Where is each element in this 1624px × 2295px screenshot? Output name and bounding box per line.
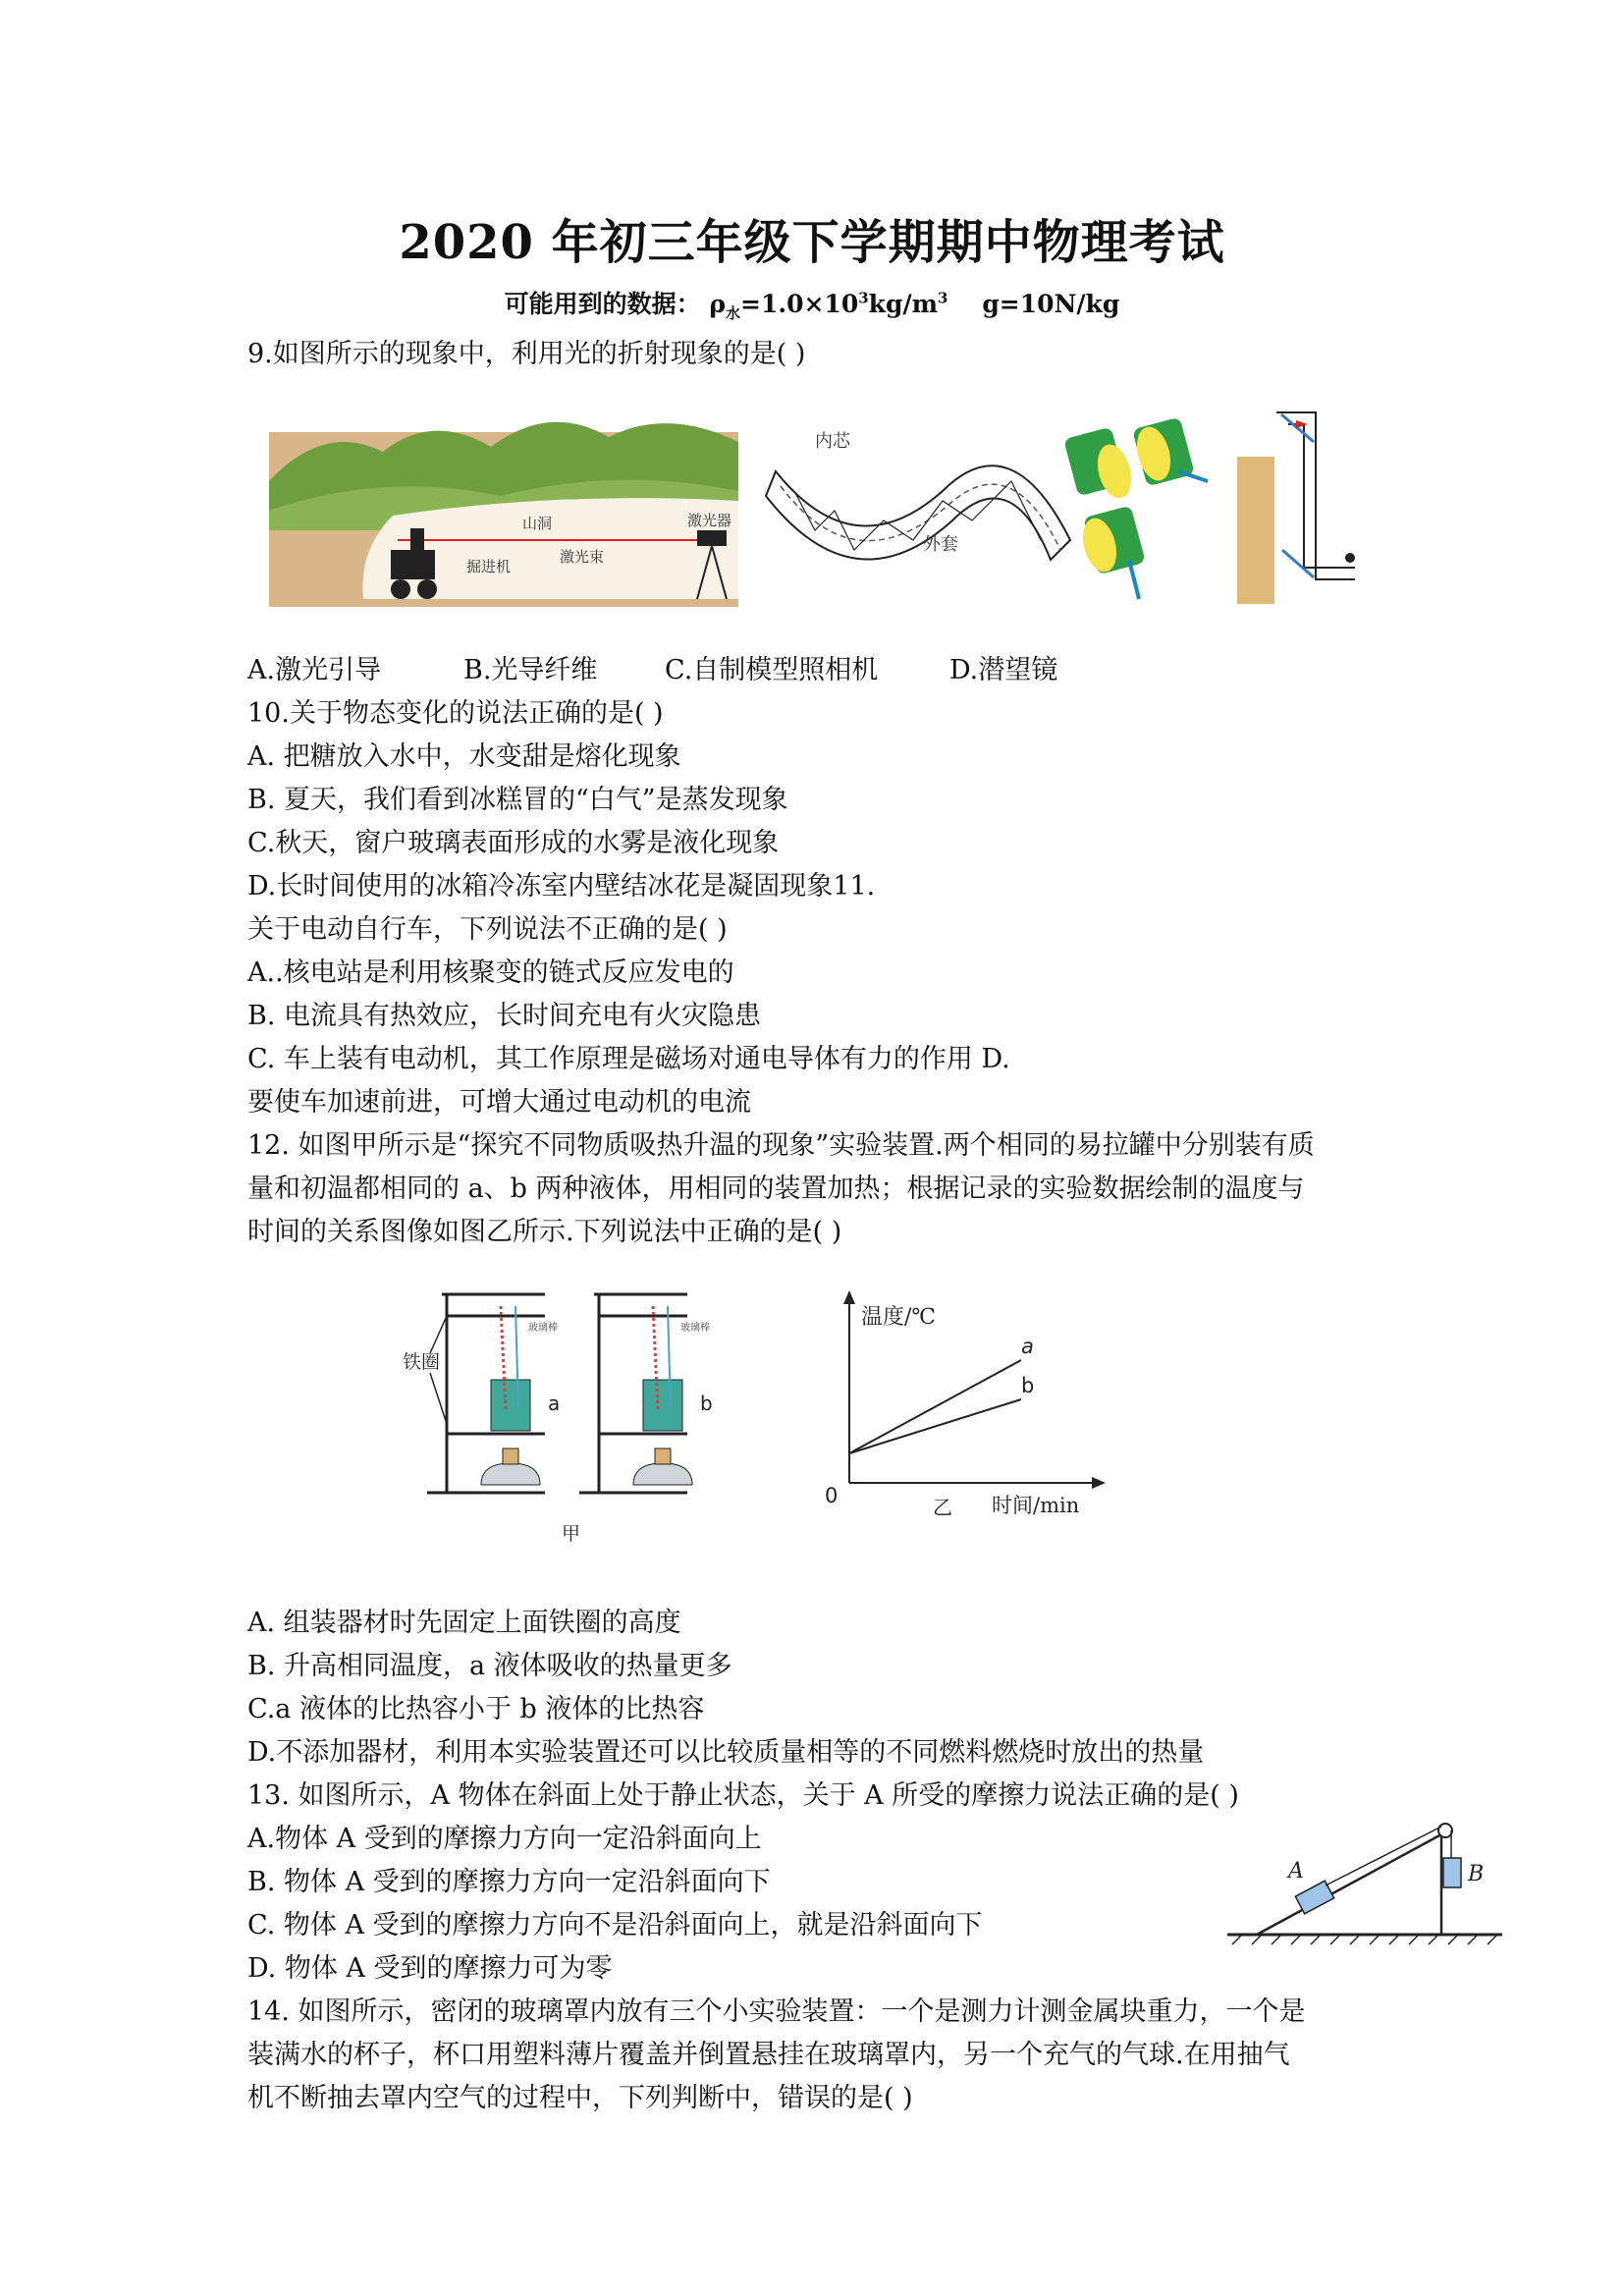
tunnel-label: 山洞 [522, 515, 553, 532]
laser-device-label: 激光器 [687, 512, 732, 529]
q14-stem-line-1: 14. 如图所示，密闭的玻璃罩内放有三个小实验装置：一个是测力计测金属块重力，一个是 [247, 1996, 1306, 2027]
q9-figures [265, 403, 1384, 609]
block-b-label: B [1468, 1862, 1485, 1886]
laser-tunnel-figure [269, 422, 738, 607]
q10-option-d: D.长时间使用的冰箱冷冻室内壁结冰花是凝固现象11. [247, 871, 876, 902]
q11-option-c: C. 车上装有电动机，其工作原理是磁场对通电导体有力的作用 D. [247, 1044, 1010, 1074]
q9-option-a: A.激光引导 [247, 655, 382, 685]
block-b [1443, 1858, 1461, 1887]
glass-rod-label-b: 玻璃棒 [680, 1323, 710, 1334]
incline-figure [1218, 1797, 1512, 1954]
data-g: g=10N/kg [982, 290, 1120, 318]
q10-option-a: A. 把糖放入水中，水变甜是熔化现象 [247, 741, 681, 772]
data-tail: kg/m [868, 290, 939, 318]
can-b-label: b [700, 1392, 713, 1415]
y-axis-label: 温度/℃ [861, 1305, 937, 1330]
given-data [0, 285, 1624, 323]
q12-figures [373, 1277, 1119, 1552]
block-a-label: A [1288, 1859, 1304, 1884]
q11-stem: 关于电动自行车，下列说法不正确的是( ) [247, 914, 728, 945]
data-sup2: 3 [938, 289, 948, 307]
q12-stem-line-1: 12. 如图甲所示是“探究不同物质吸热升温的现象”实验装置.两个相同的易拉罐中分别装有质 [247, 1130, 1315, 1161]
glass-rod-label-a: 玻璃棒 [528, 1323, 558, 1334]
q13-option-a: A.物体 A 受到的摩擦力方向一定沿斜面向上 [247, 1824, 762, 1854]
q12-option-d: D.不添加器材，利用本实验装置还可以比较质量相等的不同燃料燃烧时放出的热量 [247, 1737, 1205, 1768]
periscope-figure [1237, 412, 1355, 604]
can-a [491, 1380, 530, 1431]
fig-yi-label: 乙 [933, 1496, 952, 1519]
fig-jia-label: 甲 [562, 1523, 581, 1545]
driller-label: 掘进机 [466, 558, 512, 575]
q10-option-b: B. 夏天，我们看到冰糕冒的“白气”是蒸发现象 [247, 785, 788, 815]
q14-stem-line-3: 机不断抽去罩内空气的过程中，下列判断中，错误的是( ) [247, 2083, 913, 2113]
q13-option-d: D. 物体 A 受到的摩擦力可为零 [247, 1953, 613, 1984]
optical-fiber-figure [766, 431, 1070, 560]
q13-option-c: C. 物体 A 受到的摩擦力方向不是沿斜面向上，就是沿斜面向下 [247, 1910, 983, 1940]
q9-option-d: D.潜望镜 [949, 655, 1058, 685]
q11-option-d: 要使车加速前进，可增大通过电动机的电流 [247, 1087, 751, 1118]
q9-option-c: C.自制模型照相机 [665, 655, 879, 685]
exam-title: 2020 年初三年级下学期期中物理考试 [399, 215, 1225, 270]
temp-time-graph [825, 1290, 1106, 1519]
q12-option-a: A. 组装器材时先固定上面铁圈的高度 [247, 1608, 681, 1638]
block-a [1295, 1881, 1333, 1914]
q9-stem: 9.如图所示的现象中，利用光的折射现象的是( ) [247, 339, 806, 369]
can-a-label: a [548, 1392, 561, 1415]
data-sub: 水 [726, 304, 741, 322]
q12-stem-line-3: 时间的关系图像如图乙所示.下列说法中正确的是( ) [247, 1217, 842, 1247]
data-mid: =1.0×10 [740, 290, 859, 318]
model-camera-figure [1063, 417, 1208, 599]
can-b [643, 1380, 682, 1431]
data-prefix: 可能用到的数据： ρ [504, 290, 727, 318]
line-b-label: b [1021, 1374, 1035, 1397]
core-label: 内芯 [815, 431, 850, 452]
q9-options [247, 648, 1057, 686]
data-sup: 3 [858, 289, 869, 307]
origin-label: 0 [825, 1484, 839, 1507]
q12-option-b: B. 升高相同温度，a 液体吸收的热量更多 [247, 1651, 732, 1681]
q13-stem: 13. 如图所示，A 物体在斜面上处于静止状态，关于 A 所受的摩擦力说法正确的是( ) [247, 1780, 1239, 1811]
q10-stem: 10.关于物态变化的说法正确的是( ) [247, 698, 664, 729]
q11-option-a: A..核电站是利用核聚变的链式反应发电的 [247, 957, 734, 988]
q12-stem-line-2: 量和初温都相同的 a、b 两种液体，用相同的装置加热；根据记录的实验数据绘制的温度与 [247, 1174, 1305, 1204]
laser-beam-label: 激光束 [560, 548, 605, 566]
line-a-label: a [1021, 1335, 1034, 1358]
q13-option-b: B. 物体 A 受到的摩擦力方向一定沿斜面向下 [247, 1867, 771, 1897]
cladding-label: 外套 [923, 534, 958, 555]
q9-option-b: B.光导纤维 [463, 655, 598, 685]
q12-option-c: C.a 液体的比热容小于 b 液体的比热容 [247, 1694, 705, 1724]
q10-option-c: C.秋天，窗户玻璃表面形成的水雾是液化现象 [247, 828, 780, 858]
x-axis-label: 时间/min [992, 1494, 1080, 1517]
q14-stem-line-2: 装满水的杯子，杯口用塑料薄片覆盖并倒置悬挂在玻璃罩内，另一个充气的气球.在用抽气 [247, 2040, 1290, 2070]
q11-option-b: B. 电流具有热效应，长时间充电有火灾隐患 [247, 1001, 762, 1031]
iron-ring-label: 铁圈 [403, 1351, 441, 1373]
